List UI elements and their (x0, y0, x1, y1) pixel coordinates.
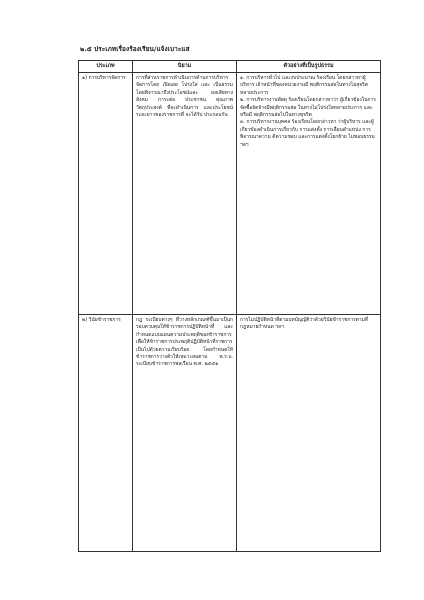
example-item: ๒. การบริหารงานพัสดุ ร้องเรียนโดยกล่าวหาว่า ผู้เกี่ยวข้องในการจัดซื้อจัดจ้างมีพฤติกรรมส่อ ในทางไม่โปร่งใสหลายประการ และหรือมี พฤติกรรมส่อไปในทางทุจริต (240, 97, 376, 118)
example-item: ๑. การบริหารทั่วไป และงบประมาณ ร้องเรียน โดยกล่าวหาผู้บริหาร เจ้าหน้าที่ของหน่วยงานมี พฤติกรรมส่อในทางไม่สุจริตหลายประการ (240, 74, 368, 96)
section-title: ๒.๕ ประเภทเรื่องร้องเรียน/แจ้งเบาะแส (80, 45, 190, 53)
header-type: ประเภท (79, 61, 133, 73)
table-row (79, 73, 381, 315)
header-examples: ตัวอย่างที่เป็นรูปธรรม (237, 61, 381, 73)
example-item: ๓. การบริหารงานบุคคล ร้องเรียนโดยกล่าวหา ว่าผู้บริหาร และผู้เกี่ยวข้องดำเนินการเกี่ยวกับ การแต่งตั้ง การเลื่อนตำแหน่ง การพิจารณาความ ดีความชอบ และการแต่งตั้งโยกย้าย ไม่ชอบธรรม ฯลฯ (240, 119, 375, 148)
example-item: การไม่ปฏิบัติหน้าที่ตามบทบัญญัติว่าด้วยวินัยข้าราชการตามที่กฎหมายกำหนด ฯลฯ (240, 316, 369, 331)
row-category: ๒) วินัยข้าราชการ (79, 315, 133, 552)
row-definition (133, 73, 237, 315)
row-examples (237, 73, 381, 315)
table-row (79, 315, 381, 552)
definition-text: กฎ ระเบียบต่างๆ ที่วางหลักเกณฑ์ขึ้นมาเป็นกรอบควบคุมให้ข้าราชการปฏิบัติหน้าที่ และกำหนดแบบแผนความประพฤติของข้าราชการ เพื่อให้ข้าราชการประพฤติปฏิบัติหน้าที่ราชการเป็นไปด้วยความเรียบร้อย โดยกำหนดให้ข้าราชการวางตัวให้เหมาะสมตาม พ.ร.บ. ระเบียบข้าราชการพลเรือน พ.ศ. ๒๕๕๑ (136, 316, 233, 368)
complaint-types-table (78, 60, 381, 552)
table-header-row (79, 61, 381, 73)
row-examples (237, 315, 381, 552)
definition-text: การที่ส่วนราชการดำเนินการด้านการบริหารจัดการโดย เปิดเผย โปร่งใส และ เป็นธรรม โดยพิจารณาถึงประโยชน์และ ผลเสียทางสังคม ภาระต่อ ประชาชน คุณภาพ วัตถุประสงค์ ที่จะดำเนินการ และประโยชน์ ระยะยาวของราชการที่ จะได้รับ ประกอบกัน (136, 74, 233, 118)
header-definition: นิยาม (133, 61, 237, 73)
row-category: ๑) การบริหารจัดการ (79, 73, 133, 315)
row-definition (133, 315, 237, 552)
